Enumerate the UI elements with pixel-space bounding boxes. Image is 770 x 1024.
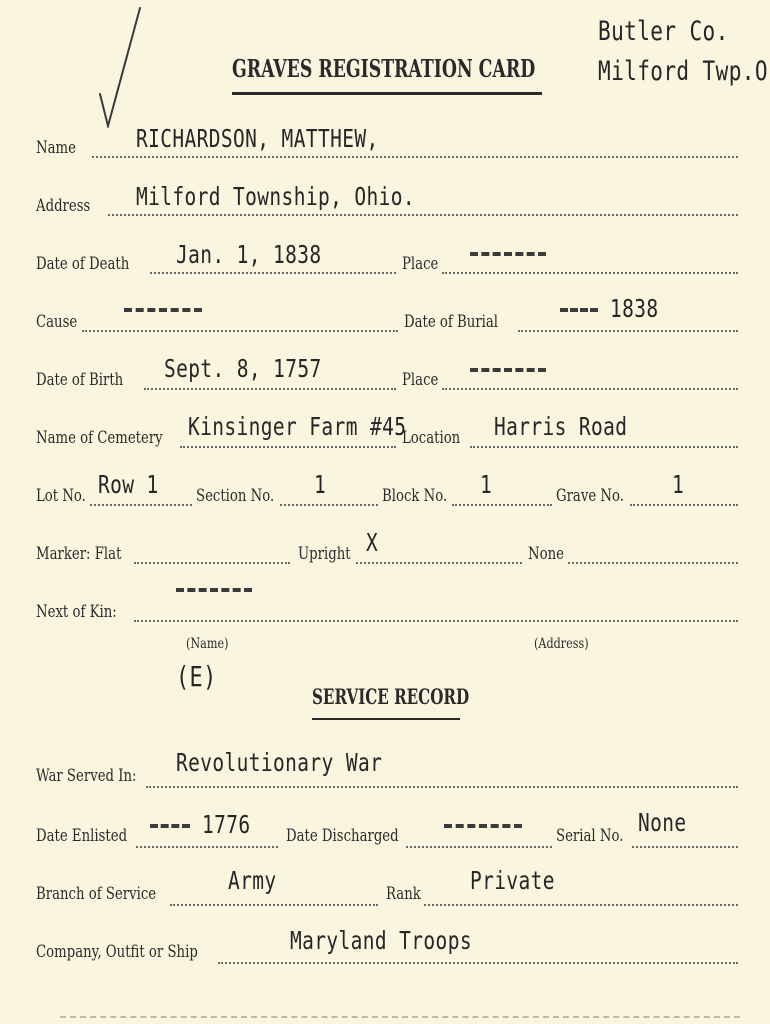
lot-no-value: Row 1 xyxy=(98,470,159,499)
death-place-label: Place xyxy=(402,254,439,274)
marker-upright-line xyxy=(356,562,522,564)
check-mark-icon xyxy=(96,4,146,128)
serial-no-value: None xyxy=(638,808,687,837)
rank-label: Rank xyxy=(386,884,421,904)
marker-none-line xyxy=(568,562,738,564)
next-of-kin-blank xyxy=(176,588,252,592)
code-mark: (E) xyxy=(176,660,217,693)
location-value: Harris Road xyxy=(494,412,628,441)
cause-label: Cause xyxy=(36,312,78,332)
grave-no-value: 1 xyxy=(672,470,685,499)
date-of-burial-value: 1838 xyxy=(610,294,659,323)
company-line xyxy=(218,962,738,964)
service-record-underline xyxy=(312,718,460,720)
date-of-birth-label: Date of Birth xyxy=(36,370,124,390)
death-place-blank xyxy=(470,252,546,256)
card-title: GRAVES REGISTRATION CARD xyxy=(232,54,536,83)
title-underline xyxy=(232,92,542,95)
marker-none-label: None xyxy=(528,544,564,564)
lot-no-line xyxy=(90,504,192,506)
bottom-edge-mark xyxy=(60,1016,740,1018)
branch-of-service-line xyxy=(170,904,378,906)
block-no-value: 1 xyxy=(480,470,493,499)
county-stamp: Butler Co. xyxy=(598,16,729,47)
date-discharged-blank xyxy=(444,824,522,828)
date-of-burial-label: Date of Burial xyxy=(404,312,499,332)
next-of-kin-label: Next of Kin: xyxy=(36,602,117,622)
date-of-birth-value: Sept. 8, 1757 xyxy=(164,354,322,383)
serial-no-label: Serial No. xyxy=(556,826,624,846)
birth-place-blank xyxy=(470,368,546,372)
township-stamp: Milford Twp.O xyxy=(598,56,768,87)
marker-flat-line xyxy=(134,562,290,564)
company-label: Company, Outfit or Ship xyxy=(36,942,198,962)
cause-line xyxy=(82,330,398,332)
war-served-label: War Served In: xyxy=(36,766,137,786)
enlisted-date-dash xyxy=(150,824,190,828)
name-value: RICHARDSON, MATTHEW, xyxy=(136,124,379,153)
address-line xyxy=(108,214,738,216)
cemetery-line xyxy=(180,446,396,448)
war-served-line xyxy=(146,786,738,788)
section-no-value: 1 xyxy=(314,470,327,499)
block-no-label: Block No. xyxy=(382,486,448,506)
block-no-line xyxy=(452,504,552,506)
rank-line xyxy=(424,904,738,906)
rank-value: Private xyxy=(470,866,555,895)
date-enlisted-line xyxy=(136,846,278,848)
date-of-burial-line xyxy=(518,330,738,332)
date-of-death-label: Date of Death xyxy=(36,254,130,274)
marker-upright-value: X xyxy=(366,528,379,557)
section-no-line xyxy=(280,504,378,506)
date-discharged-label: Date Discharged xyxy=(286,826,399,846)
address-value: Milford Township, Ohio. xyxy=(136,182,415,211)
branch-of-service-value: Army xyxy=(228,866,277,895)
date-enlisted-value: 1776 xyxy=(202,810,251,839)
kin-name-caption: (Name) xyxy=(186,636,229,652)
date-discharged-line xyxy=(406,846,552,848)
birth-place-line xyxy=(442,388,738,390)
grave-no-line xyxy=(630,504,738,506)
address-label: Address xyxy=(36,196,91,216)
location-label: Location xyxy=(402,428,461,448)
burial-date-dash xyxy=(560,308,598,312)
lot-no-label: Lot No. xyxy=(36,486,86,506)
name-of-cemetery-label: Name of Cemetery xyxy=(36,428,163,448)
branch-of-service-label: Branch of Service xyxy=(36,884,157,904)
marker-upright-label: Upright xyxy=(298,544,351,564)
death-place-line xyxy=(442,272,738,274)
section-no-label: Section No. xyxy=(196,486,275,506)
name-line xyxy=(92,156,738,158)
birth-place-label: Place xyxy=(402,370,439,390)
war-served-value: Revolutionary War xyxy=(176,748,383,777)
date-of-death-value: Jan. 1, 1838 xyxy=(176,240,322,269)
location-line xyxy=(470,446,738,448)
next-of-kin-line xyxy=(134,620,738,622)
serial-no-line xyxy=(632,846,738,848)
marker-flat-label: Marker: Flat xyxy=(36,544,122,564)
kin-address-caption: (Address) xyxy=(534,636,589,652)
company-value: Maryland Troops xyxy=(290,926,472,955)
date-of-birth-line xyxy=(144,388,396,390)
grave-no-label: Grave No. xyxy=(556,486,624,506)
cause-blank xyxy=(124,308,202,312)
name-label: Name xyxy=(36,138,76,158)
cemetery-value: Kinsinger Farm #45 xyxy=(188,412,407,441)
date-enlisted-label: Date Enlisted xyxy=(36,826,128,846)
service-record-title: SERVICE RECORD xyxy=(312,684,470,709)
date-of-death-line xyxy=(150,272,396,274)
